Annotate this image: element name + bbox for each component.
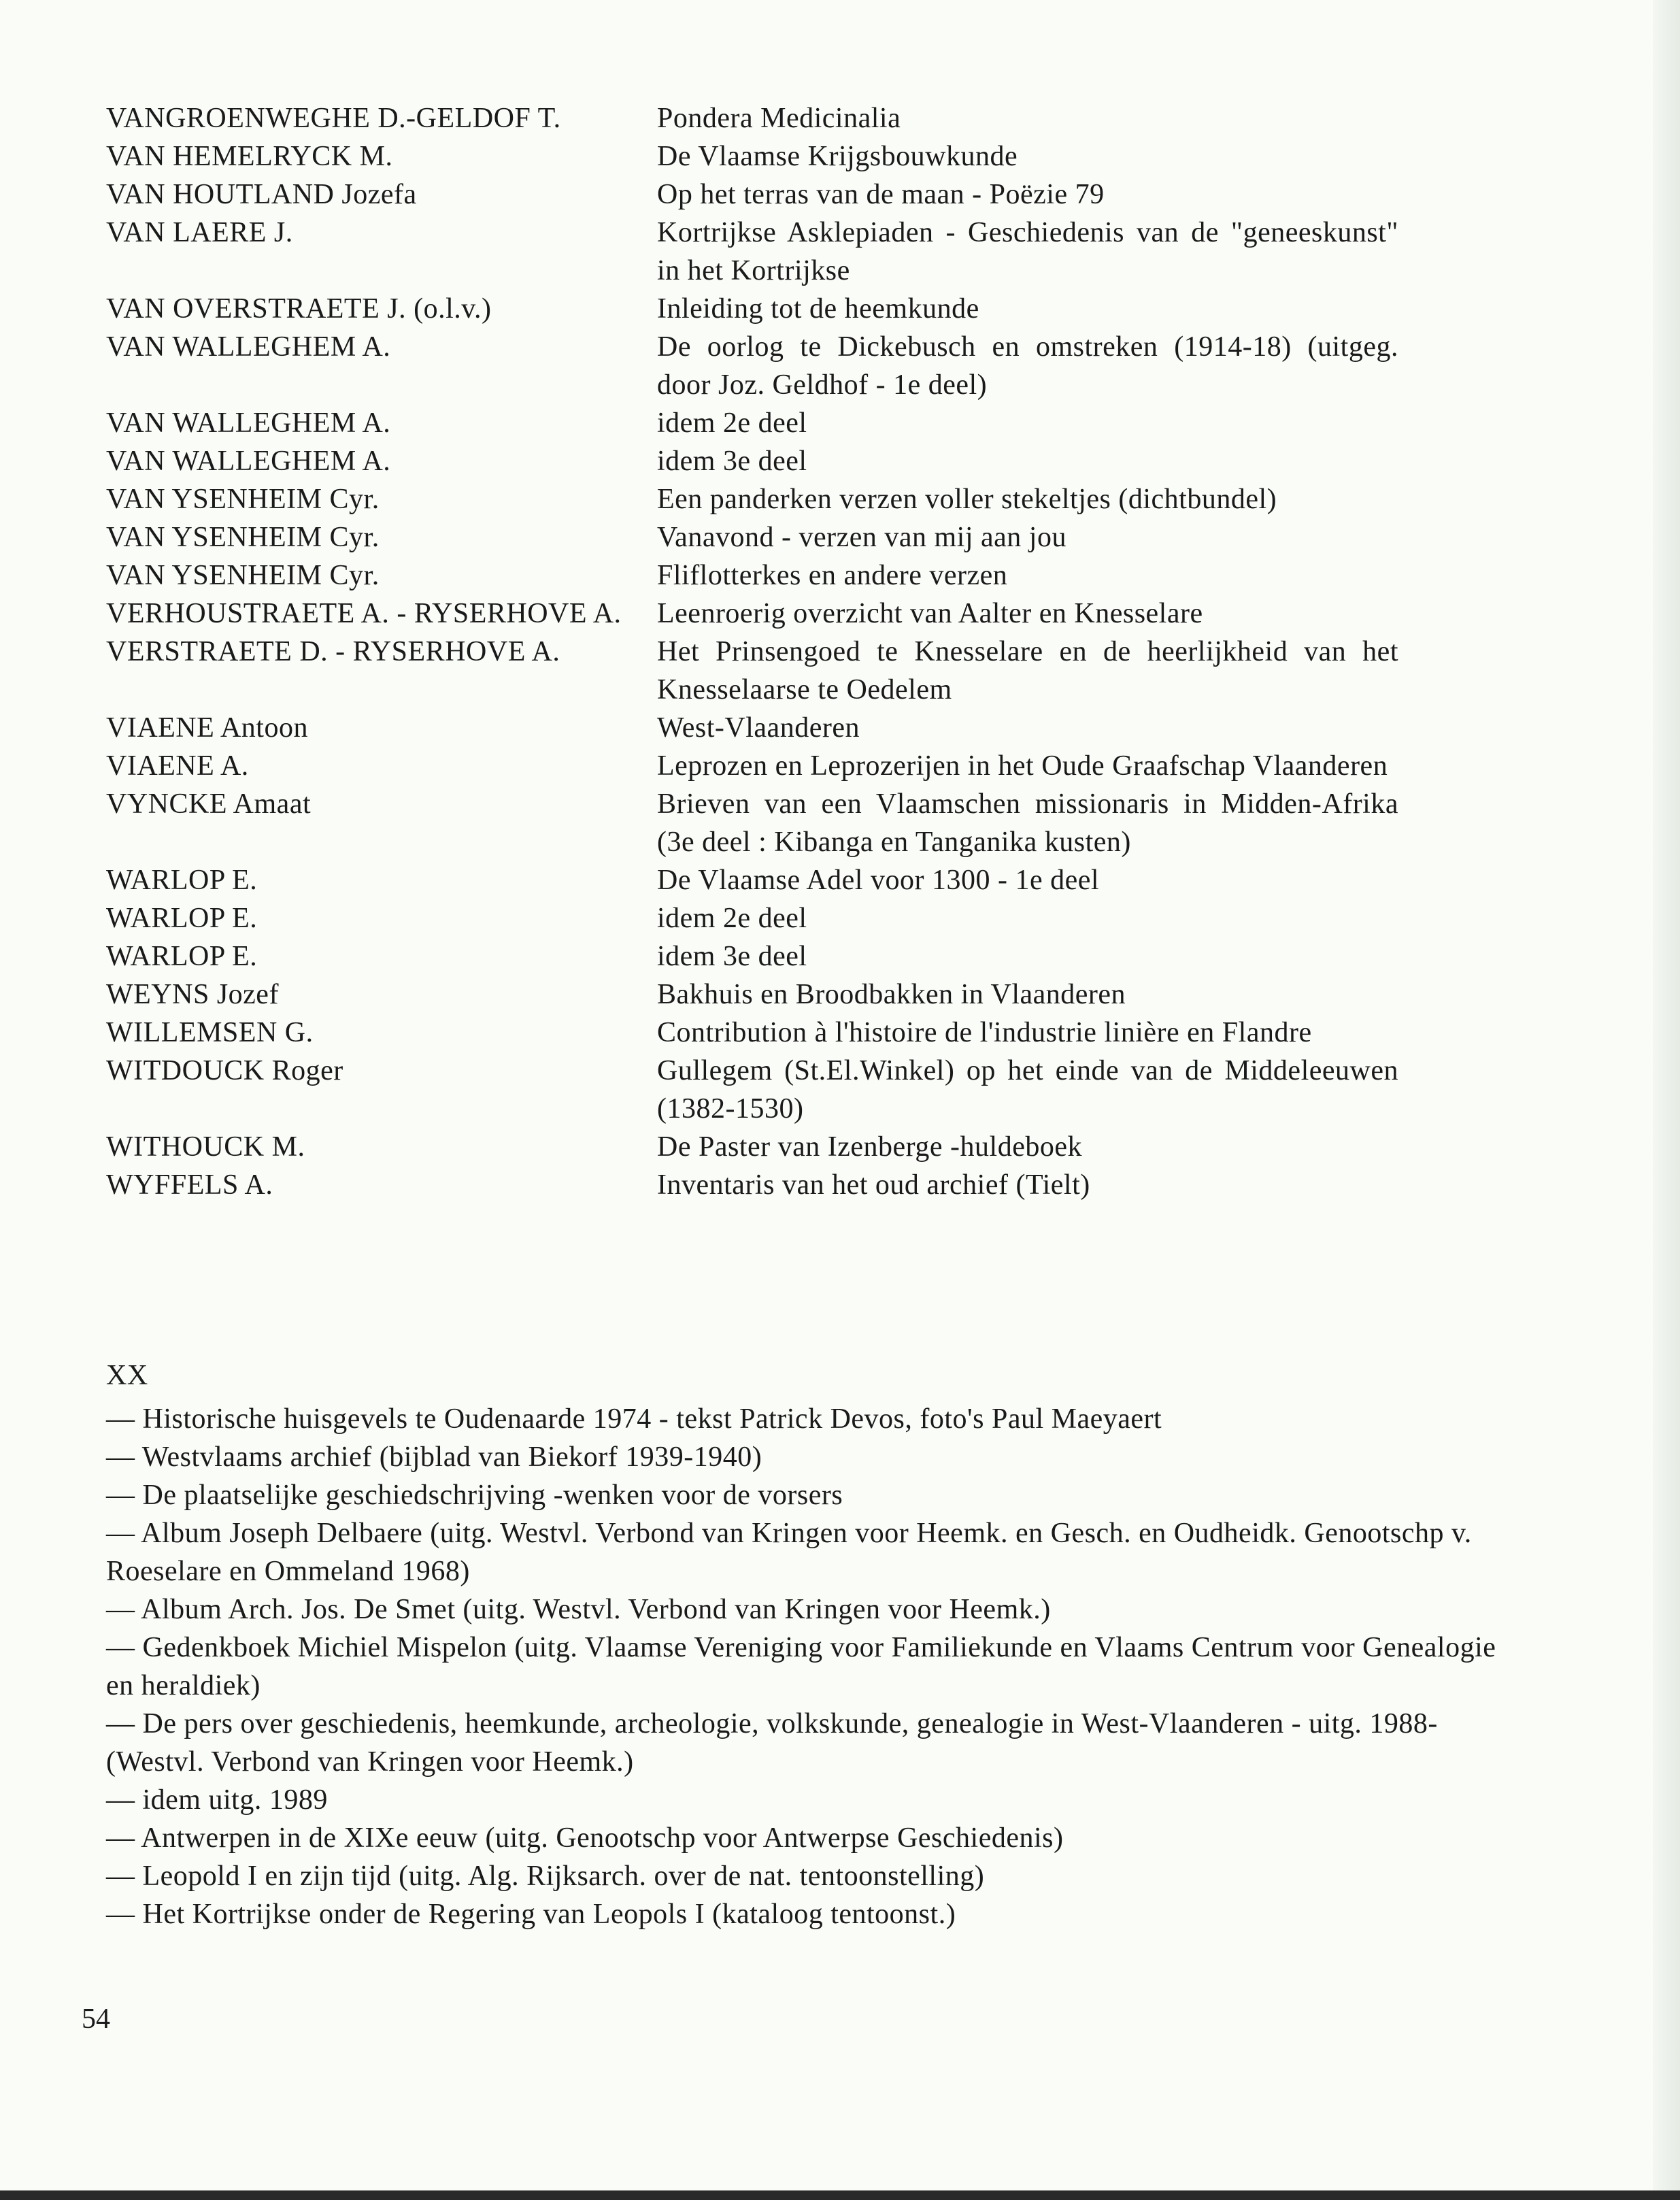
- bibliography-entry: [106, 442, 1534, 480]
- bibliography-entry: [106, 137, 1534, 176]
- entry-title: De Vlaamse Krijgsbouwkunde: [657, 141, 1018, 172]
- bibliography-entry: [106, 328, 1534, 404]
- entry-author: VAN WALLEGHEM A.: [106, 446, 391, 477]
- bibliography-entry: [106, 861, 1534, 899]
- entry-title: Inventaris van het oud archief (Tielt): [657, 1169, 1090, 1201]
- entry-title: Contribution à l'histoire de l'industrie linière en Flandre: [657, 1017, 1312, 1048]
- list-item: — Album Arch. Jos. De Smet (uitg. Westvl. Verbond van Kringen voor Heemk.): [106, 1594, 1051, 1625]
- bibliography-entry: [106, 1166, 1534, 1204]
- bibliography-entry: [106, 899, 1534, 937]
- bibliography-entry: [106, 480, 1534, 518]
- entry-author: VAN YSENHEIM Cyr.: [106, 560, 380, 591]
- list-item: — Antwerpen in de XIXe eeuw (uitg. Genootschp voor Antwerpse Geschiedenis): [106, 1822, 1064, 1854]
- entry-author: VAN LAERE J.: [106, 217, 293, 248]
- bibliography-entry: [106, 633, 1534, 709]
- bibliography-entry: [106, 518, 1534, 556]
- entry-title: idem 2e deel: [657, 407, 807, 439]
- entry-author: VIAENE A.: [106, 750, 249, 782]
- page-edge-shadow: [1653, 0, 1680, 2200]
- bottom-edge: [0, 2190, 1680, 2200]
- entry-title: Leenroerig overzicht van Aalter en Knesselare: [657, 598, 1203, 629]
- entry-title: Leprozen en Leprozerijen in het Oude Graafschap Vlaanderen: [657, 750, 1388, 782]
- entry-author: VYNCKE Amaat: [106, 788, 312, 820]
- bibliography-list: [106, 99, 1534, 1204]
- list-item: — idem uitg. 1989: [106, 1784, 328, 1816]
- bibliography-entry: [106, 1014, 1534, 1052]
- bibliography-entry: [106, 176, 1534, 214]
- entry-author: VIAENE Antoon: [106, 712, 308, 744]
- list-item: — Westvlaams archief (bijblad van Biekorf 1939-1940): [106, 1441, 762, 1473]
- entry-title: De Vlaamse Adel voor 1300 - 1e deel: [657, 865, 1100, 896]
- entry-title: Vanavond - verzen van mij aan jou: [657, 522, 1066, 553]
- bibliography-entry: [106, 937, 1534, 976]
- entry-title: idem 3e deel: [657, 941, 807, 972]
- entry-title: Gullegem (St.El.Winkel) op het einde van de Middeleeuwen (1382-1530): [657, 1055, 1398, 1124]
- list-item: — Gedenkboek Michiel Mispelon (uitg. Vlaamse Vereniging voor Familiekunde en Vlaams Centrum voor Genealogie en heraldiek): [106, 1632, 1496, 1701]
- entry-author: VERSTRAETE D. - RYSERHOVE A.: [106, 636, 560, 667]
- list-item: — Album Joseph Delbaere (uitg. Westvl. Verbond van Kringen voor Heemk. en Gesch. en Oudheidk. Genootschp v. Roeselare en Ommeland 1968): [106, 1518, 1472, 1587]
- bibliography-entry: [106, 99, 1534, 137]
- bibliography-entry: [106, 290, 1534, 328]
- entry-title: Fliflotterkes en andere verzen: [657, 560, 1008, 591]
- entry-author: WEYNS Jozef: [106, 979, 279, 1010]
- entry-author: WILLEMSEN G.: [106, 1017, 314, 1048]
- entry-author: WYFFELS A.: [106, 1169, 273, 1201]
- list-item: — Leopold I en zijn tijd (uitg. Alg. Rijksarch. over de nat. tentoonstelling): [106, 1861, 985, 1892]
- anonymous-works-section: [106, 1356, 1507, 1933]
- entry-author: WARLOP E.: [106, 865, 258, 896]
- page-number: 54: [82, 2003, 110, 2035]
- entry-author: VAN OVERSTRAETE J. (o.l.v.): [106, 293, 492, 324]
- entry-title: Op het terras van de maan - Poëzie 79: [657, 179, 1105, 210]
- entry-title: Het Prinsengoed te Knesselare en de heerlijkheid van het Knesselaarse te Oedelem: [657, 636, 1398, 705]
- list-item: — De pers over geschiedenis, heemkunde, archeologie, volkskunde, genealogie in West-Vlaanderen - uitg. 1988- (Westvl. Verbond van Kringen voor Heemk.): [106, 1708, 1438, 1778]
- list-item: — Historische huisgevels te Oudenaarde 1974 - tekst Patrick Devos, foto's Paul Maeyaert: [106, 1403, 1162, 1435]
- entry-author: VAN WALLEGHEM A.: [106, 407, 391, 439]
- entry-author: VAN WALLEGHEM A.: [106, 331, 391, 363]
- bibliography-entry: [106, 1128, 1534, 1166]
- entry-title: Pondera Medicinalia: [657, 103, 901, 134]
- entry-title: idem 3e deel: [657, 446, 807, 477]
- list-item: — De plaatselijke geschiedschrijving -wenken voor de vorsers: [106, 1480, 843, 1511]
- entry-author: VERHOUSTRAETE A. - RYSERHOVE A.: [106, 598, 622, 629]
- entry-title: Bakhuis en Broodbakken in Vlaanderen: [657, 979, 1126, 1010]
- bibliography-entry: [106, 1052, 1534, 1128]
- entry-author: WITDOUCK Roger: [106, 1055, 343, 1086]
- entry-title: De oorlog te Dickebusch en omstreken (1914-18) (uitgeg. door Joz. Geldhof - 1e deel): [657, 331, 1398, 401]
- entry-author: VAN YSENHEIM Cyr.: [106, 522, 380, 553]
- entry-author: WARLOP E.: [106, 903, 258, 934]
- bibliography-entry: [106, 214, 1534, 290]
- entry-title: Een panderken verzen voller stekeltjes (dichtbundel): [657, 484, 1277, 515]
- entry-title: idem 2e deel: [657, 903, 807, 934]
- entry-title: West-Vlaanderen: [657, 712, 860, 744]
- list-item: — Het Kortrijkse onder de Regering van Leopols I (kataloog tentoonst.): [106, 1899, 956, 1930]
- entry-author: VAN HEMELRYCK M.: [106, 141, 393, 172]
- bibliography-entry: [106, 595, 1534, 633]
- bibliography-entry: [106, 747, 1534, 785]
- entry-author: VANGROENWEGHE D.-GELDOF T.: [106, 103, 561, 134]
- bibliography-entry: [106, 785, 1534, 861]
- bibliography-entry: [106, 404, 1534, 442]
- entry-title: De Paster van Izenberge -huldeboek: [657, 1131, 1082, 1163]
- bibliography-entry: [106, 556, 1534, 595]
- entry-title: Brieven van een Vlaamschen missionaris in Midden-Afrika (3e deel : Kibanga en Tanganika kusten): [657, 788, 1398, 858]
- entry-author: WARLOP E.: [106, 941, 258, 972]
- entry-title: Kortrijkse Asklepiaden - Geschiedenis van de "geneeskunst" in het Kortrijkse: [657, 217, 1398, 286]
- bibliography-entry: [106, 976, 1534, 1014]
- entry-author: VAN HOUTLAND Jozefa: [106, 179, 417, 210]
- entry-author: WITHOUCK M.: [106, 1131, 305, 1163]
- entry-title: Inleiding tot de heemkunde: [657, 293, 979, 324]
- section-heading: XX: [106, 1360, 148, 1391]
- entry-author: VAN YSENHEIM Cyr.: [106, 484, 380, 515]
- bibliography-entry: [106, 709, 1534, 747]
